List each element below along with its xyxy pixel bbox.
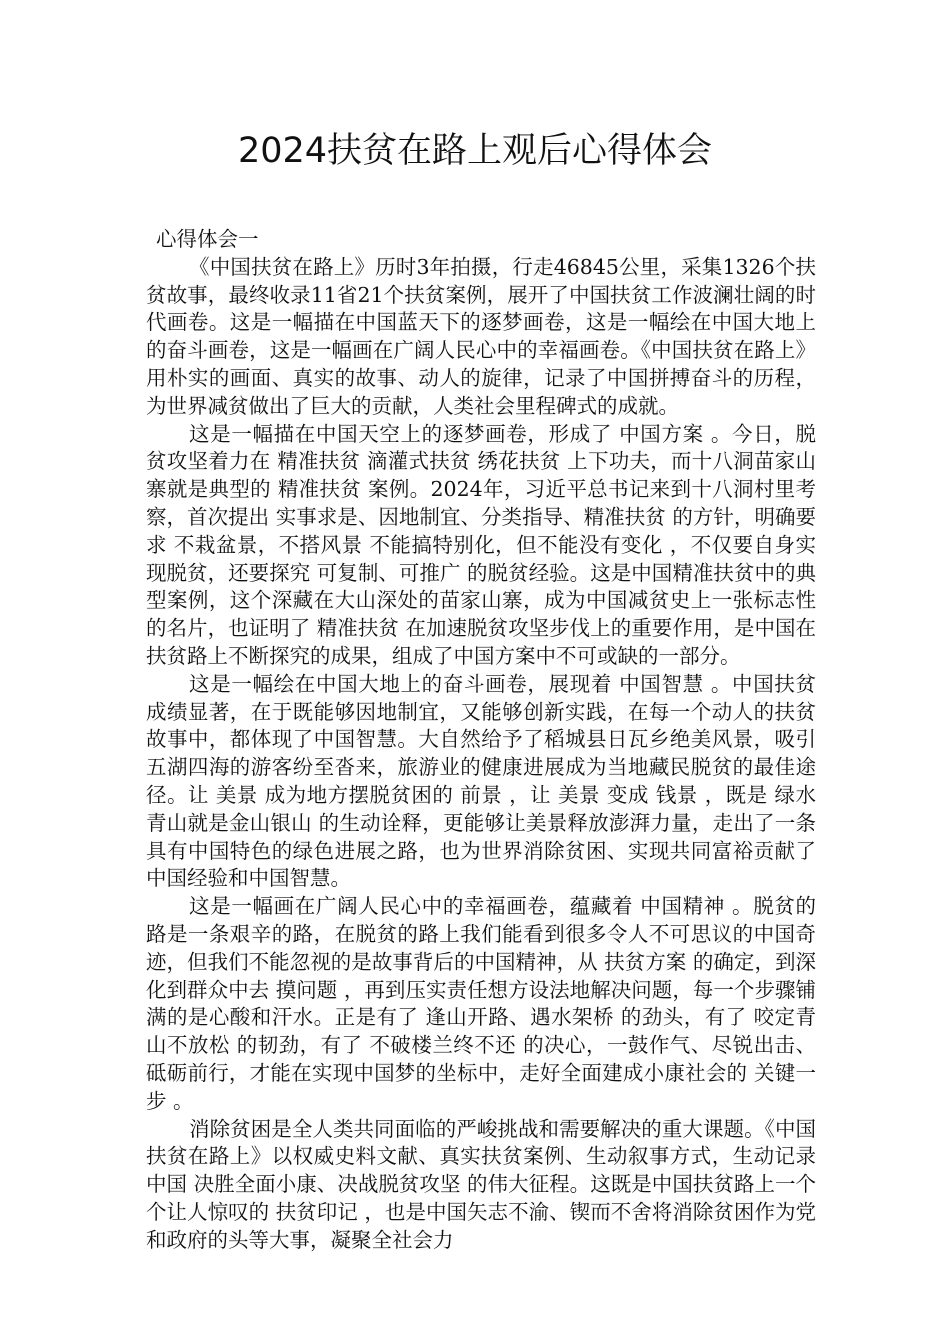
document-body xyxy=(146,226,816,1254)
paragraph-4: 这是一幅画在广阔人民心中的幸福画卷，蕴藏着 中国精神 。脱贫的路是一条艰辛的路，在脱贫的路上我们能看到很多令人不可思议的中国奇迹，但我们不能忽视的是故事背后的中国精神，从 扶贫方案 的确定，到深化到群众中去 摸问题 ，再到压实责任想方设法地解决问题，每一个步骤铺满的是心酸和汗水。正是有了 逢山开路、遇水架桥 的劲头，有了 咬定青山不放松 的韧劲，有了 不破楼兰终不还 的决心，一鼓作气、尽锐出击、砥砺前行，才能在实现中国梦的坐标中，走好全面建成小康社会的 关键一步 。 xyxy=(146,894,816,1113)
paragraph-1: 《中国扶贫在路上》历时3年拍摄，行走46845公里，采集1326个扶贫故事，最终收录11省21个扶贫案例，展开了中国扶贫工作波澜壮阔的时代画卷。这是一幅描在中国蓝天下的逐梦画卷，这是一幅绘在中国大地上的奋斗画卷，这是一幅画在广阔人民心中的幸福画卷。《中国扶贫在路上》用朴实的画面、真实的故事、动人的旋律，记录了中国拼搏奋斗的历程，为世界减贫做出了巨大的贡献，人类社会里程碑式的成就。 xyxy=(146,254,816,418)
paragraph-2: 这是一幅描在中国天空上的逐梦画卷，形成了 中国方案 。今日，脱贫攻坚着力在 精准扶贫 滴灌式扶贫 绣花扶贫 上下功夫，而十八洞苗家山寨就是典型的 精准扶贫 案例。2024年，习近平总书记来到十八洞村里考察，首次提出 实事求是、因地制宜、分类指导、精准扶贫 的方针，明确要求 不栽盆景，不搭风景 不能搞特别化，但不能没有变化 ，不仅要自身实现脱贫，还要探究 可复制、可推广 的脱贫经验。这是中国精准扶贫中的典型案例，这个深藏在大山深处的苗家山寨，成为中国减贫史上一张标志性的名片，也证明了 精准扶贫 在加速脱贫攻坚步伐上的重要作用，是中国在扶贫路上不断探究的成果，组成了中国方案中不可或缺的一部分。 xyxy=(146,421,816,668)
document-title: 2024扶贫在路上观后心得体会 xyxy=(237,131,713,171)
paragraph-3: 这是一幅绘在中国大地上的奋斗画卷，展现着 中国智慧 。中国扶贫成绩显著，在于既能够因地制宜，又能够创新实践，在每一个动人的扶贫故事中，都体现了中国智慧。大自然给予了稻城县日瓦乡绝美风景，吸引五湖四海的游客纷至沓来，旅游业的健康进展成为当地藏民脱贫的最佳途径。让 美景 成为地方摆脱贫困的 前景 ，让 美景 变成 钱景 ，既是 绿水青山就是金山银山 的生动诠释，更能够让美景释放澎湃力量，走出了一条具有中国特色的绿色进展之路，也为世界消除贫困、实现共同富裕贡献了中国经验和中国智慧。 xyxy=(146,671,816,891)
section-label: 心得体会一 xyxy=(156,227,259,251)
paragraph-5: 消除贫困是全人类共同面临的严峻挑战和需要解决的重大课题。《中国扶贫在路上》以权威史料文献、真实扶贫案例、生动叙事方式，生动记录中国 决胜全面小康、决战脱贫攻坚 的伟大征程。这既是中国扶贫路上一个个让人惊叹的 扶贫印记 ，也是中国矢志不渝、锲而不舍将消除贫困作为党和政府的头等大事，凝聚全社会力 xyxy=(146,1116,816,1252)
